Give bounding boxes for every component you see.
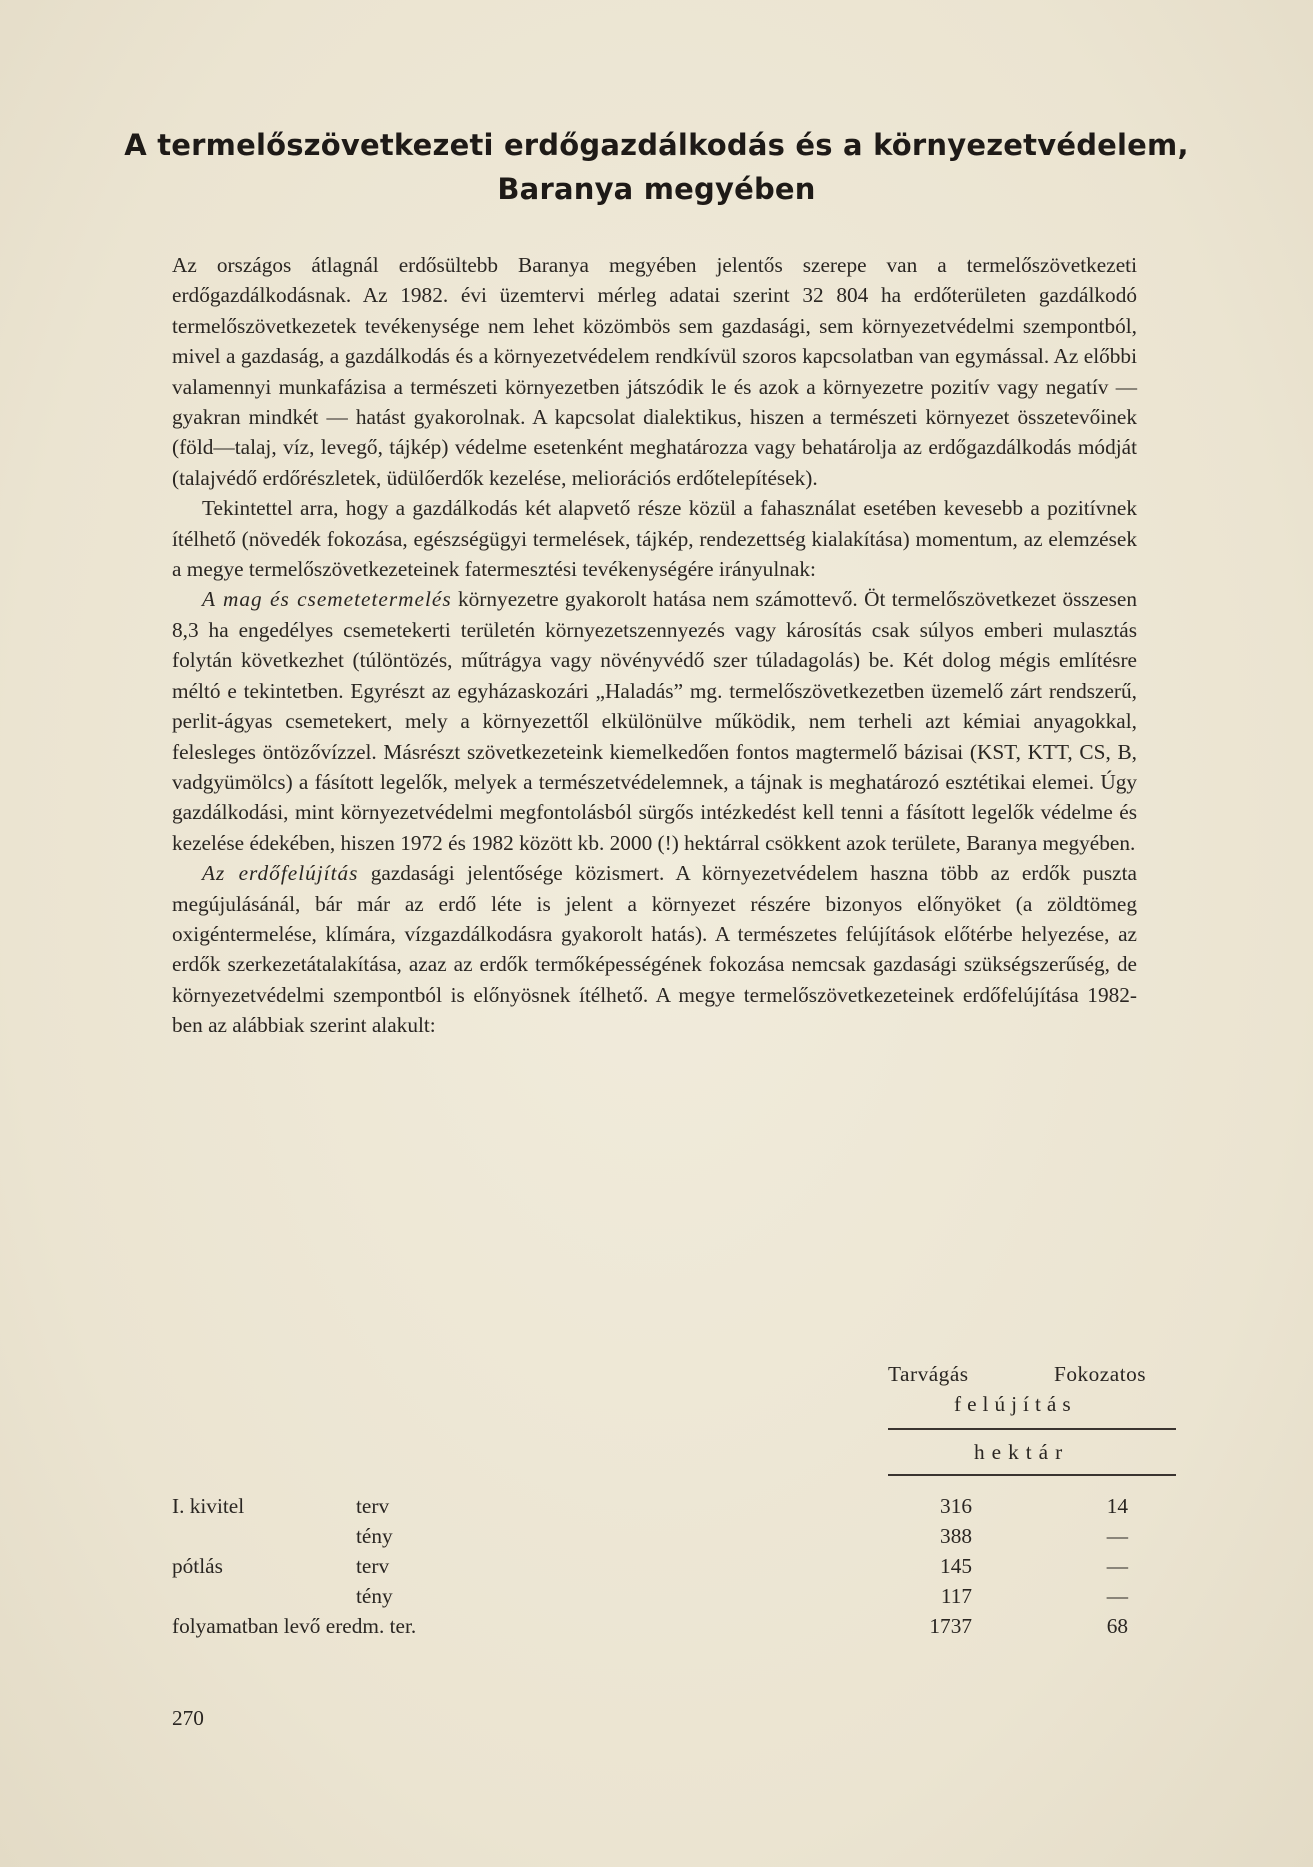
table-row-label: I. kivitel (172, 1494, 245, 1518)
table-row-sub: tény (356, 1584, 393, 1608)
table-cell-tarvagas: 316 (940, 1494, 972, 1518)
table-cell-fokozatos: — (1106, 1554, 1128, 1578)
group-header-felujitas: felújítás (954, 1392, 1077, 1416)
unit-header-hektar: hektár (974, 1440, 1070, 1464)
table-rule-bottom (888, 1474, 1176, 1476)
table-row-label: folyamatban levő eredm. ter. (172, 1614, 417, 1638)
table-cell-fokozatos: — (1106, 1524, 1128, 1548)
paragraph-3 (172, 584, 1137, 858)
table-row-sub: tény (356, 1524, 393, 1548)
paragraph-text: gazdasági jelentősége közismert. A környezetvédelem haszna több az erdők puszta megújulásánál, bár már az erdő léte is jelent a környezet részére bizonyos előnyöket (a zöldtömeg oxigéntermelése, klímára, vízgazdálkodásra gyakorolt hatás). A természetes felújítások előtérbe helyezése, az erdők szerkezetátalakítása, azaz az erdők termőképességének fokozása nemcsak gazdasági szükségszerűség, de környezetvédelmi szempontból is előnyösnek ítélhető. A megye termelőszövetkezeteinek erdőfelújítása 1982-ben az alábbiak szerint alakult: (172, 861, 1137, 1038)
paragraph-2 (172, 493, 1137, 584)
paragraph-emphasis: A mag és csemetetermelés (202, 587, 452, 612)
table-row-label: pótlás (172, 1554, 223, 1578)
table-cell-tarvagas: 388 (940, 1524, 972, 1548)
table-cell-tarvagas: 117 (940, 1584, 972, 1608)
col-header-tarvagas: Tarvágás (888, 1362, 969, 1386)
page-number: 270 (172, 1706, 204, 1730)
table-cell-fokozatos: — (1106, 1584, 1128, 1608)
table-row-sub: terv (356, 1494, 390, 1518)
paragraph-emphasis: Az erdőfelújítás (202, 861, 359, 886)
table-cell-fokozatos: 14 (1106, 1494, 1128, 1518)
paragraph-4 (172, 858, 1137, 1040)
paragraph-text: Az országos átlagnál erdősültebb Baranya megyében jelentős szerepe van a termelőszövetkezeti erdőgazdálkodásnak. Az 1982. évi üzemtervi mérleg adatai szerint 32 804 ha erdőterületen gazdálkodó termelőszövetkezetek tevékenysége nem lehet közömbös sem gazdasági, sem környezetvédelmi szempontból, mivel a gazdaság, a gazdálkodás és a környezetvédelem rendkívül szoros kapcsolatban van egymással. Az előbbi valamennyi munkafázisa a természeti környezetben játszódik le és azok a környezetre pozitív vagy negatív — gyakran mindkét — hatást gyakorolnak. A kapcsolat dialektikus, hiszen a természeti környezet összetevőinek (föld—talaj, víz, levegő, tájkép) védelme esetenként meghatározza vagy behatárolja az erdőgazdálkodás módját (talajvédő erdőrészletek, üdülőerdők kezelése, meliorációs erdőtelepítések). (172, 253, 1137, 490)
table-cell-tarvagas: 1737 (929, 1614, 972, 1638)
paragraph-text: Tekintettel arra, hogy a gazdálkodás két alapvető része közül a fahasználat esetében kevesebb a pozitívnek ítélhető (növedék fokozása, egészségügyi termelések, tájkép, rendezettség kialakítása) momentum, az elemzések a megye termelőszövetkezeteinek fatermesztési tevékenységére irányulnak: (172, 496, 1137, 582)
table-rule-top (888, 1428, 1176, 1430)
article-title-line-1: A termelőszövetkezeti erdőgazdálkodás és a környezetvédelem, (124, 128, 1189, 162)
table-cell-tarvagas: 145 (940, 1554, 972, 1578)
paragraph-1 (172, 250, 1137, 493)
table-cell-fokozatos: 68 (1106, 1614, 1128, 1638)
article-title-line-2: Baranya megyében (497, 172, 816, 206)
col-header-fokozatos: Fokozatos (1054, 1362, 1147, 1386)
article-body (172, 250, 1137, 1041)
paragraph-text: környezetre gyakorolt hatása nem számottevő. Öt termelőszövetkezet összesen 8,3 ha engedélyes csemetekerti területén környezetszennyezés vagy károsítás csak súlyos emberi mulasztás folytán következhet (túlöntözés, műtrágya vagy növényvédő szer túladagolás) be. Két dolog mégis említésre méltó e tekintetben. Egyrészt az egyházaskozári „Haladás” mg. termelőszövetkezetben üzemelő zárt rendszerű, perlit-ágyas csemetekert, mely a környezettől elkülönülve működik, nem terheli azt kémiai anyagokkal, felesleges öntözővízzel. Másrészt szövetkezeteink kiemelkedően fontos magtermelő bázisai (KST, KTT, CS, B, vadgyümölcs) a fásított legelők, melyek a természetvédelemnek, a tájnak is meghatározó esztétikai elemei. Úgy gazdálkodási, mint környezetvédelmi megfontolásból sürgős intézkedést kell tenni a fásított legelők védelme és kezelése édekében, hiszen 1972 és 1982 között kb. 2000 (!) hektárral csökkent azok területe, Baranya megyében. (172, 587, 1137, 855)
table-row-sub: terv (356, 1554, 390, 1578)
